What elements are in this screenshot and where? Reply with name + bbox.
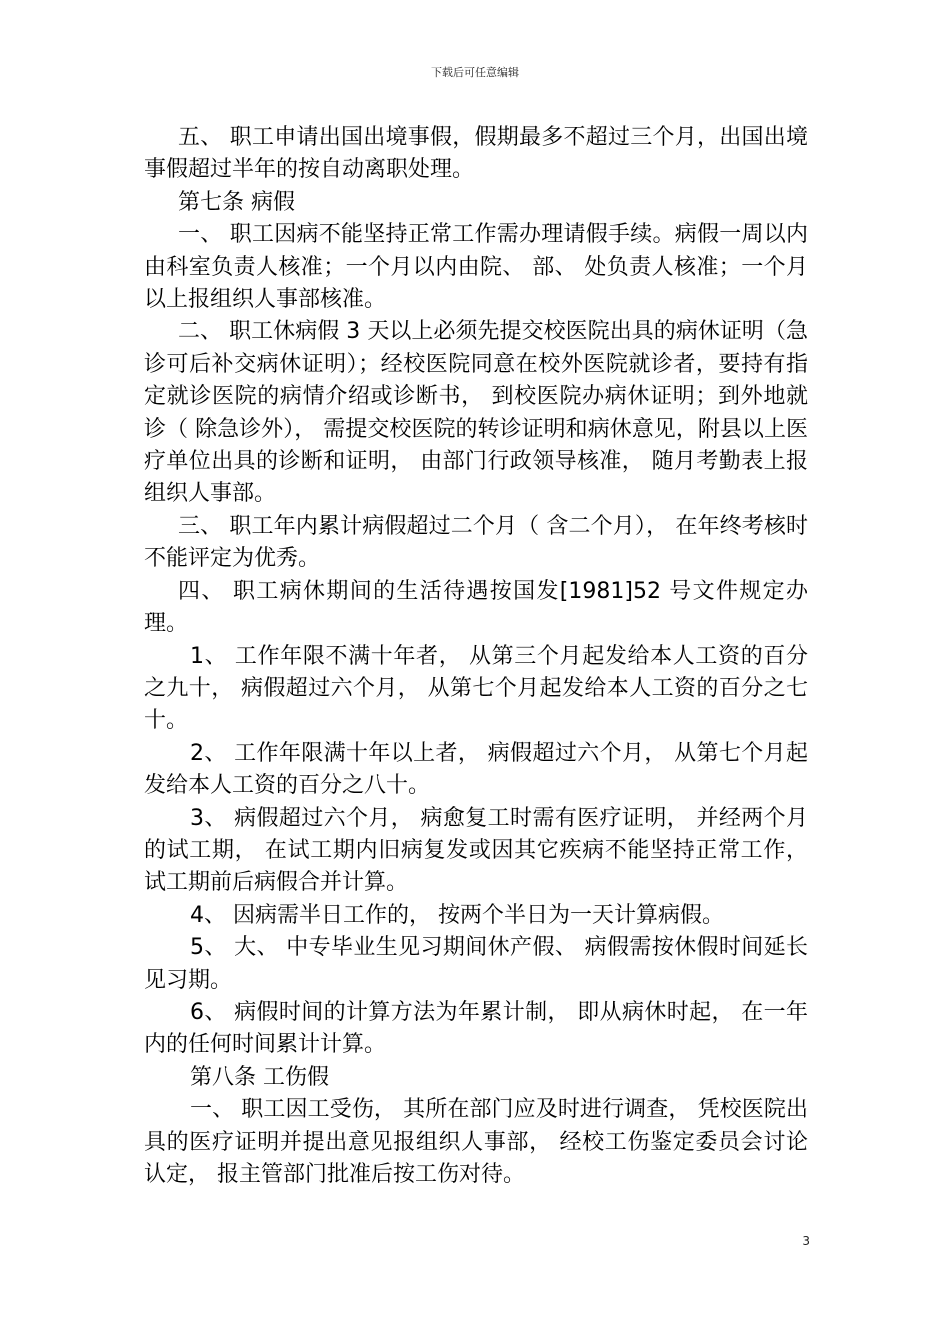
paragraph-injury-leave-1: 一、 职工因工受伤， 其所在部门应及时进行调查， 凭校医院出具的医疗证明并提出意见报组织人事部， 经校工伤鉴定委员会讨论认定， 报主管部门批准后按工伤对待。 [144,1097,808,1187]
page-header-note: 下载后可任意编辑 [431,66,519,79]
paragraph-sick-leave-3: 三、 职工年内累计病假超过二个月（ 含二个月）， 在年终考核时不能评定为优秀。 [144,513,808,572]
paragraph-sick-leave-4: 四、 职工病休期间的生活待遇按国发[1981]52 号文件规定办理。 [144,578,808,637]
article-7-heading: 第七条 病假 [178,189,295,215]
article-8-heading: 第八条 工伤假 [190,1064,329,1090]
paragraph-sick-leave-1: 一、 职工因病不能坚持正常工作需办理请假手续。病假一周以内由科室负责人核准；一个月以内由院、 部、 处负责人核准；一个月以上报组织人事部核准。 [144,222,808,313]
document-body [144,122,808,1191]
list-item-6: 6、 病假时间的计算方法为年累计制， 即从病休时起， 在一年内的任何时间累计计算。 [144,999,808,1058]
list-item-4: 4、 因病需半日工作的， 按两个半日为一天计算病假。 [190,902,724,928]
paragraph-5-overseas-leave: 五、 职工申请出国出境事假，假期最多不超过三个月，出国出境事假超过半年的按自动离职处理。 [144,125,808,183]
paragraph-sick-leave-2: 二、 职工休病假 3 天以上必须先提交校医院出具的病休证明（急诊可后补交病休证明）；经校医院同意在校外医院就诊者，要持有指定就诊医院的病情介绍或诊断书， 到校医院办病休证明；到外地就诊（ 除急诊外）， 需提交校医院的转诊证明和病休意见，附县以上医疗单位出具的诊断和证明， 由部门行政领导核准， 随月考勤表上报组织人事部。 [144,319,808,507]
list-item-1: 1、 工作年限不满十年者， 从第三个月起发给本人工资的百分之九十， 病假超过六个月， 从第七个月起发给本人工资的百分之七十。 [144,643,808,734]
page-number: 3 [802,1234,810,1248]
list-item-2: 2、 工作年限满十年以上者， 病假超过六个月， 从第七个月起发给本人工资的百分之八十。 [144,740,808,799]
list-item-3: 3、 病假超过六个月， 病愈复工时需有医疗证明， 并经两个月的试工期， 在试工期内旧病复发或因其它疾病不能坚持正常工作， 试工期前后病假合并计算。 [144,805,808,896]
list-item-5: 5、 大、 中专毕业生见习期间休产假、 病假需按休假时间延长见习期。 [144,935,808,993]
